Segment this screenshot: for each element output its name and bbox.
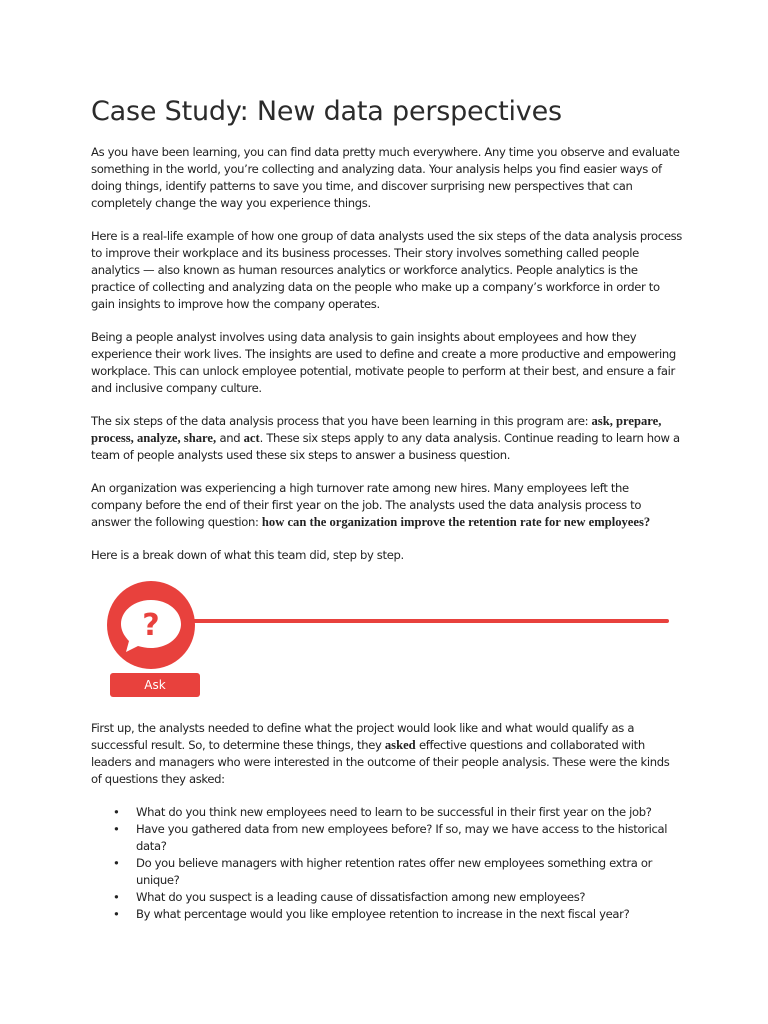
bullet-icon: • [113,907,120,921]
bullet-icon: • [113,856,120,870]
list-item [91,821,683,855]
six-steps-and: and [216,431,244,445]
question-text: Have you gathered data from new employees before? If so, may we have access to the historical data? [136,822,668,853]
list-item [91,804,683,821]
svg-text:?: ? [142,608,160,643]
list-item [91,855,683,889]
bullet-icon: • [113,890,120,904]
intro-paragraph: As you have been learning, you can find data pretty much everywhere. Any time you observe and evaluate something in the world, you’re collecting and analyzing data. Your analysis helps you find easier ways of doing things, identify patterns to save you time, and discover surprising new perspectives that can completely change the way you experience things. [91,145,680,210]
document-page [91,94,683,923]
six-steps-paragraph [91,413,683,464]
bullet-icon: • [113,805,120,819]
ask-step-label: Ask [110,673,200,697]
ask-paragraph-tail: effective questions and collaborated with leaders and managers who were interested in the outcome of their people analysis. These were the kinds of questions they asked: [91,738,670,786]
page-title: Case Study: New data perspectives [91,96,562,127]
questions-list [91,804,683,923]
list-item [91,889,683,906]
organization-paragraph [91,480,683,531]
people-analyst-paragraph: Being a people analyst involves using data analysis to gain insights about employees and how they experience their work lives. The insights are used to define and create a more productive and empowering workplace. This can unlock employee potential, motivate people to perform at their best, and ensure a fair and inclusive company culture. [91,330,676,395]
ask-paragraph-lead: First up, the analysts needed to define what the project would look like and what would qualify as a successful result. So, to determine these things, they [91,721,635,752]
question-text: By what percentage would you like employee retention to increase in the next fiscal year? [136,907,630,921]
breakdown-paragraph: Here is a break down of what this team did, step by step. [91,548,404,562]
question-text: What do you suspect is a leading cause of dissatisfaction among new employees? [136,890,586,904]
bullet-icon: • [113,822,120,836]
ask-step-graphic [91,580,683,710]
six-steps-names: ask, prepare, process, analyze, share, [91,414,662,445]
six-steps-tail: . These six steps apply to any data analysis. Continue reading to learn how a team of people analysts used these six steps to answer a business question. [91,431,680,462]
question-text: What do you think new employees need to learn to be successful in their first year on the job? [136,805,652,819]
question-text: Do you believe managers with higher retention rates offer new employees something extra or unique? [136,856,653,887]
list-item [91,906,683,923]
organization-lead: An organization was experiencing a high turnover rate among new hires. Many employees left the company before the end of their first year on the job. The analysts used the data analysis process to answer the following question: [91,481,642,529]
example-paragraph: Here is a real-life example of how one group of data analysts used the six steps of the data analysis process to improve their workplace and its business processes. Their story involves something called people analytics — also known as human resources analytics or workforce analytics. People analytics is the practice of collecting and analyzing data on the people who make up a company’s workforce in order to gain insights to improve how the company operates. [91,229,682,311]
business-question: how can the organization improve the retention rate for new employees? [261,515,651,529]
question-speech-bubble-icon [107,581,195,669]
six-steps-act: act [243,431,260,445]
six-steps-lead: The six steps of the data analysis process that you have been learning in this program are: [91,414,592,428]
asked-word: asked [384,738,416,752]
ask-paragraph [91,720,683,788]
